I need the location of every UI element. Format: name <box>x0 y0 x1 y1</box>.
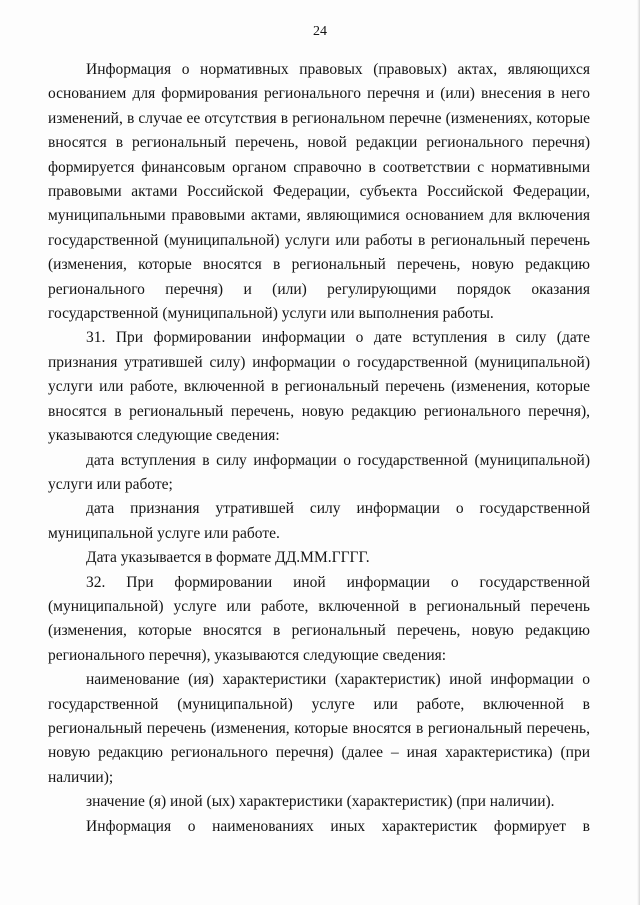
paragraph-characteristic-name: наименование (ия) характеристики (характеристик) иной информации о государственной (муниципальной) услуге или работе, включенной в региональный перечень (изменения, которые вносятся в региональный перечень, новую редакцию регионального перечня) (далее – иная характеристика) (при наличии); <box>48 671 590 786</box>
paragraph-other-characteristics: Информация о наименованиях иных характеристик формирует в <box>86 817 590 835</box>
page-number: 24 <box>313 24 327 39</box>
paragraph-effective-date: дата вступления в силу информации о государственной (муниципальной) услуги или работе; <box>48 451 590 493</box>
document-body <box>48 58 590 839</box>
paragraph-item-31: 31. При формировании информации о дате вступления в силу (дате признания утратившей силу) информации о государственной (муниципальной) услуги или работе, включенной в региональный перечень (изменения, которые вносятся в региональный перечень, новую редакцию регионального перечня), указываются следующие сведения: <box>48 329 590 445</box>
paragraph-legal-acts-info: Информация о нормативных правовых (правовых) актах, являющихся основанием для формирования регионального перечня и (или) внесения в него изменений, в случае ее отсутствия в региональном перечне (изменениях, которые вносятся в региональный перечень, новой редакции регионального перечня) формируется финансовым органом справочно в соответствии с нормативными правовыми актами Российской Федерации, субъекта Российской Федерации, муниципальными правовыми актами, являющимися основанием для включения государственной (муниципальной) услуги или работы в региональный перечень (изменения, которые вносятся в региональный перечень, новую редакцию регионального перечня) и (или) регулирующими порядок оказания государственной (муниципальной) услуги или выполнения работы. <box>48 61 590 323</box>
paragraph-expiry-date: дата признания утратившей силу информации о государственной муниципальной услуге или работе. <box>48 500 590 542</box>
paragraph-item-32: 32. При формировании иной информации о государственной (муниципальной) услуге или работе, включенной в региональный перечень (изменения, которые вносятся в региональный перечень, новую редакцию регионального перечня), указываются следующие сведения: <box>48 573 590 664</box>
paragraph-date-format: Дата указывается в формате ДД.ММ.ГГГГ. <box>86 549 370 567</box>
paragraph-characteristic-value: значение (я) иной (ых) характеристики (характеристик) (при наличии). <box>86 793 555 811</box>
